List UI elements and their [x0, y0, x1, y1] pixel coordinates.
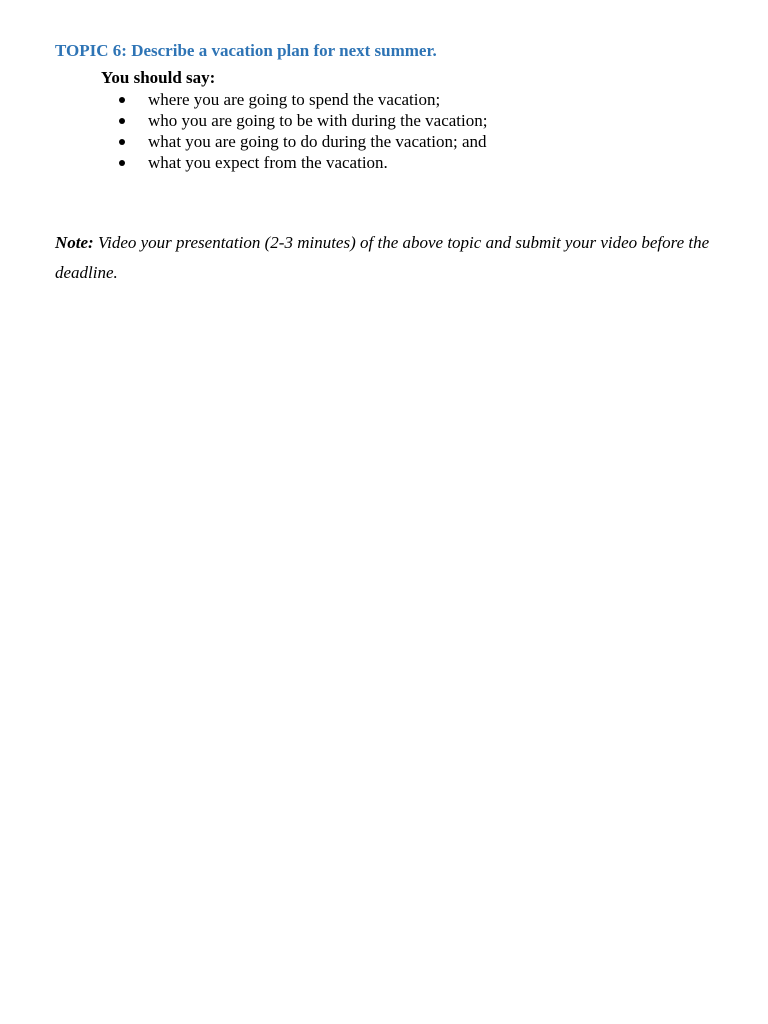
- note-paragraph: [55, 228, 735, 288]
- prompt-heading: You should say:: [101, 68, 216, 87]
- bullet-text: where you are going to spend the vacation;: [148, 90, 441, 109]
- topic-title: TOPIC 6: Describe a vacation plan for next summer.: [55, 41, 437, 60]
- note-text: Video your presentation (2-3 minutes) of the above topic and submit your video before the deadline.: [55, 233, 710, 282]
- bullet-text: what you are going to do during the vacation; and: [148, 132, 487, 151]
- bullet-icon: [119, 160, 125, 166]
- bullet-text: who you are going to be with during the vacation;: [148, 111, 488, 130]
- bullet-icon: [119, 97, 125, 103]
- note-label: Note:: [55, 233, 94, 252]
- bullet-icon: [119, 118, 125, 124]
- bullet-text: what you expect from the vacation.: [148, 153, 388, 172]
- bullet-icon: [119, 139, 125, 145]
